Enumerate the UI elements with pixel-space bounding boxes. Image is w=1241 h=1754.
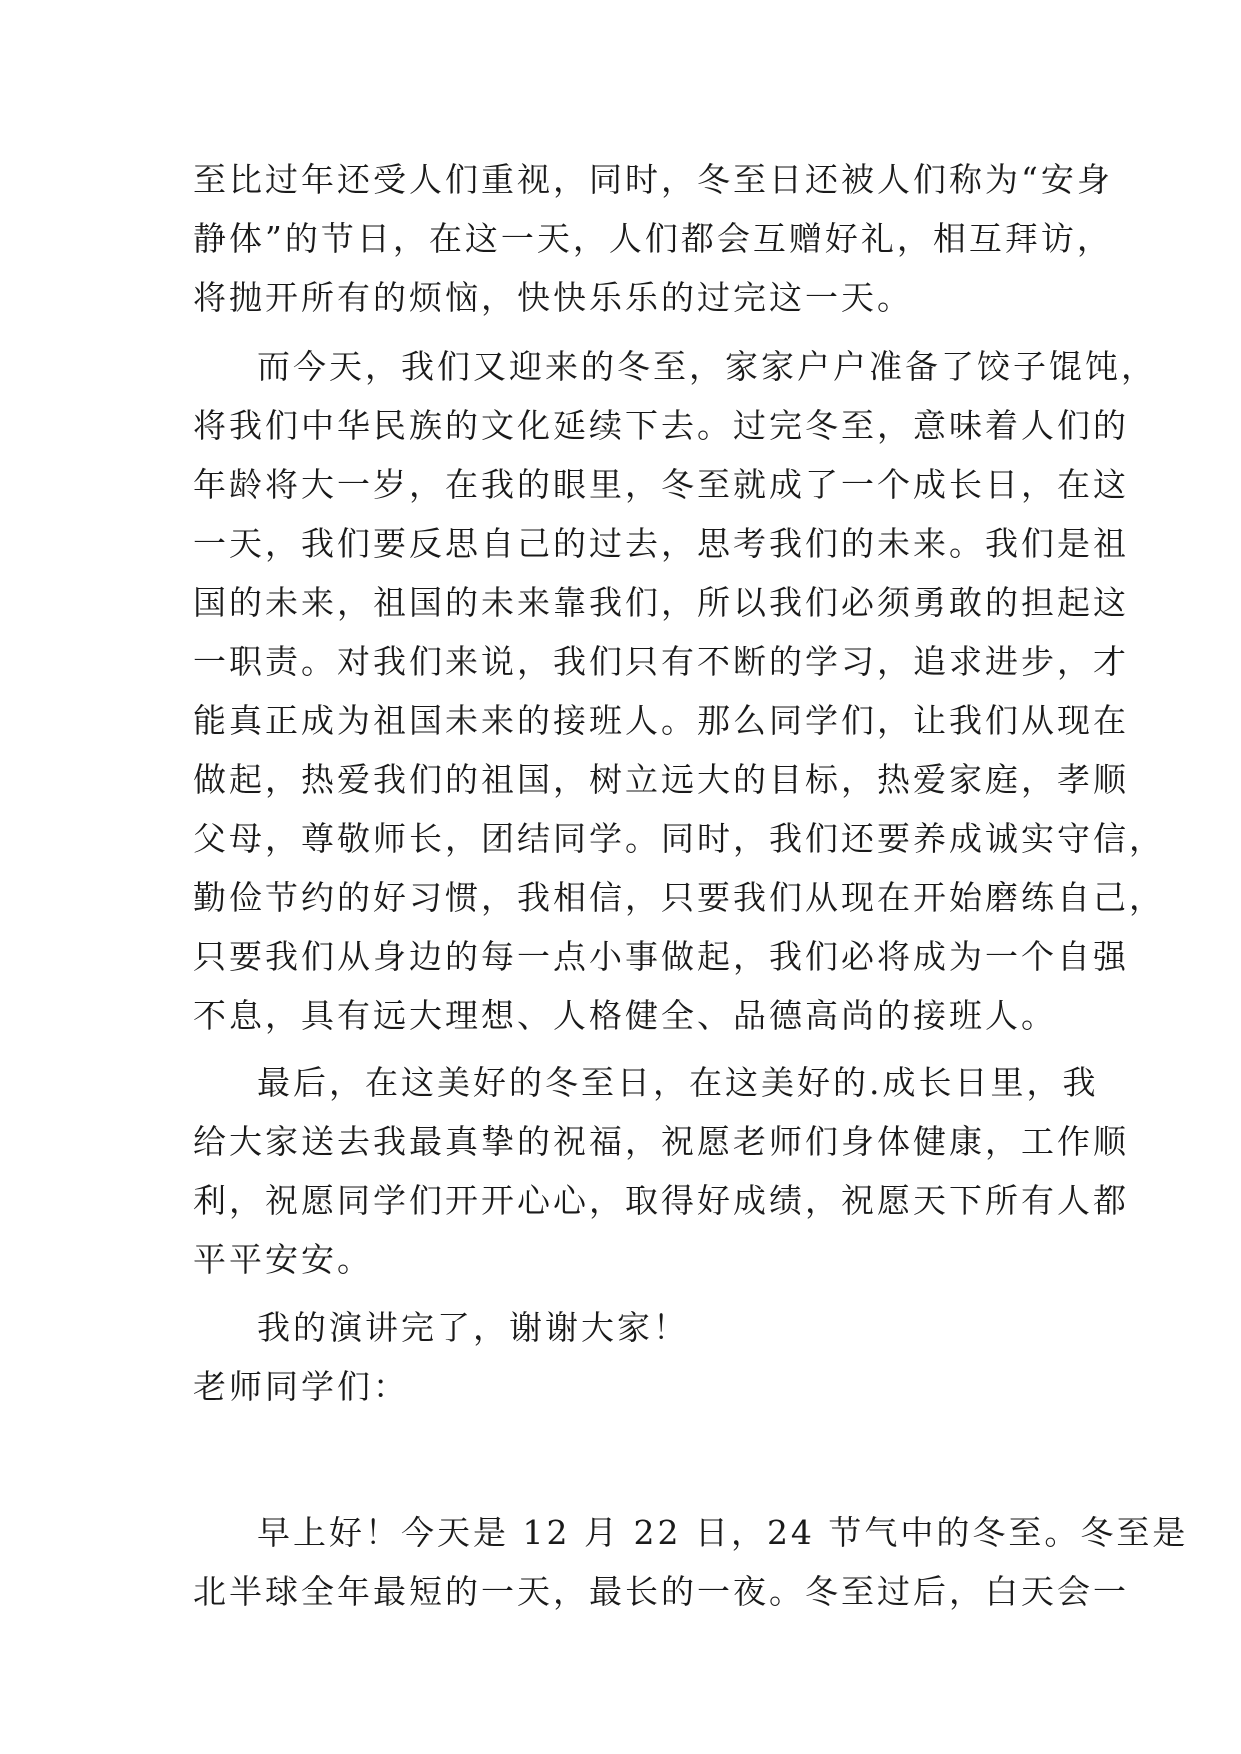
paragraph-line: 至比过年还受人们重视，同时，冬至日还被人们称为“安身: [193, 160, 1113, 199]
paragraph-line: 一天，我们要反思自己的过去，思考我们的未来。我们是祖: [193, 524, 1129, 563]
paragraph-line: 一职责。对我们来说，我们只有不断的学习，追求进步，才: [193, 642, 1129, 681]
paragraph-line: 做起，热爱我们的祖国，树立远大的目标，热爱家庭，孝顺: [193, 760, 1129, 799]
paragraph-line: 北半球全年最短的一天，最长的一夜。冬至过后，白天会一: [193, 1572, 1129, 1611]
paragraph-line: 国的未来，祖国的未来靠我们，所以我们必须勇敢的担起这: [193, 583, 1129, 622]
paragraph-line: 平平安安。: [193, 1240, 373, 1279]
paragraph-line: 只要我们从身边的每一点小事做起，我们必将成为一个自强: [193, 937, 1129, 976]
paragraph-line: 能真正成为祖国未来的接班人。那么同学们，让我们从现在: [193, 701, 1129, 740]
paragraph-line: 静体”的节日，在这一天，人们都会互赠好礼，相互拜访，: [193, 219, 1113, 258]
paragraph-line: 将抛开所有的烦恼，快快乐乐的过完这一天。: [193, 278, 913, 317]
paragraph-line: 而今天，我们又迎来的冬至，家家户户准备了饺子馄饨，: [257, 347, 1157, 386]
paragraph-line: 年龄将大一岁，在我的眼里，冬至就成了一个成长日，在这: [193, 465, 1129, 504]
paragraph-line: 我的演讲完了，谢谢大家！: [257, 1308, 689, 1347]
salutation-line: 老师同学们：: [193, 1367, 409, 1406]
paragraph-line: 给大家送去我最真挚的祝福，祝愿老师们身体健康，工作顺: [193, 1122, 1129, 1161]
paragraph-line: 父母，尊敬师长，团结同学。同时，我们还要养成诚实守信，: [193, 819, 1165, 858]
paragraph-line: 利，祝愿同学们开开心心，取得好成绩，祝愿天下所有人都: [193, 1181, 1129, 1220]
paragraph-line: 不息，具有远大理想、人格健全、品德高尚的接班人。: [193, 996, 1057, 1035]
paragraph-line: 最后，在这美好的冬至日，在这美好的.成长日里，我: [257, 1063, 1099, 1102]
paragraph-line: 早上好！今天是 12 月 22 日，24 节气中的冬至。冬至是: [257, 1513, 1189, 1552]
paragraph-line: 勤俭节约的好习惯，我相信，只要我们从现在开始磨练自己，: [193, 878, 1165, 917]
paragraph-line: 将我们中华民族的文化延续下去。过完冬至，意味着人们的: [193, 406, 1129, 445]
